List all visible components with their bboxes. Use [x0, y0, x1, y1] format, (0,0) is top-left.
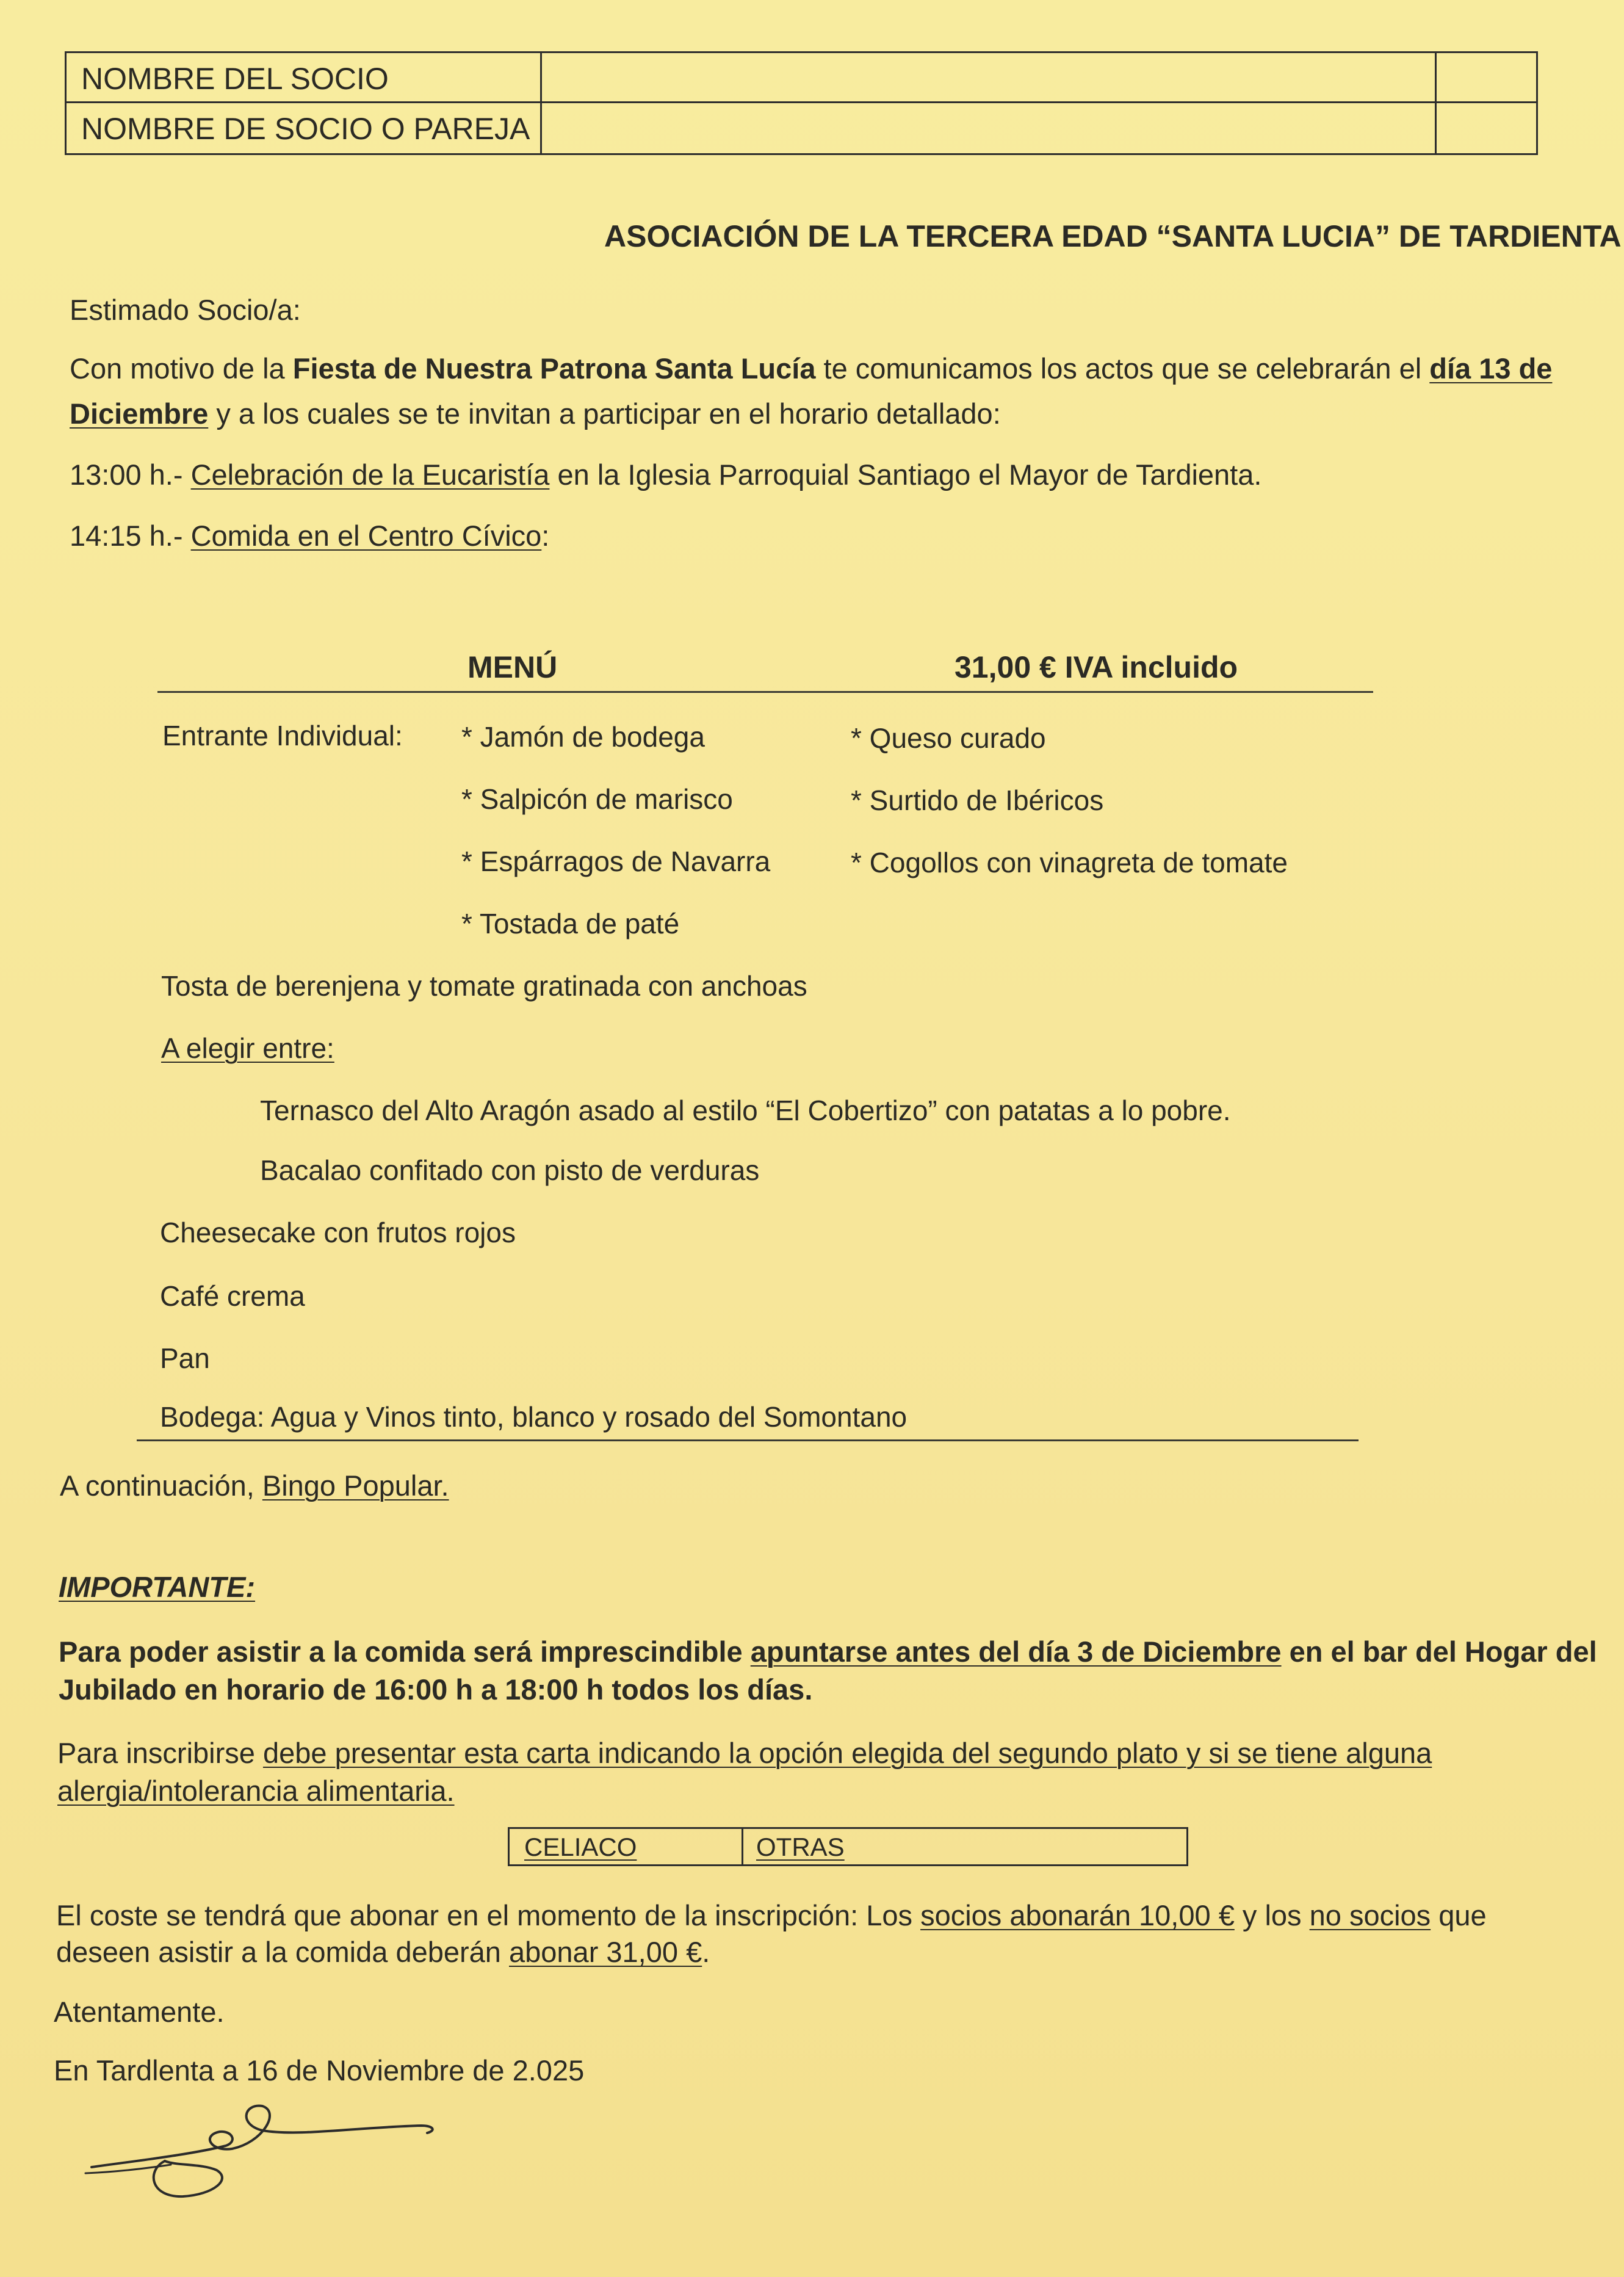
menu-title: MENÚ	[467, 650, 558, 684]
starter-item: * Queso curado	[851, 722, 1046, 754]
starter-item: * Cogollos con vinagreta de tomate	[851, 847, 1288, 878]
non-member-label: no socios	[1309, 1899, 1431, 1931]
menu-coffee: Café crema	[160, 1280, 305, 1312]
menu-tosta: Tosta de berenjena y tomate gratinada con anchoas	[161, 970, 807, 1002]
menu-bottom-rule	[137, 1439, 1359, 1441]
main-course-option: Bacalao confitado con pisto de verduras	[260, 1154, 760, 1186]
starter-item: * Surtido de Ibéricos	[851, 784, 1104, 816]
schedule-place: :	[541, 519, 550, 552]
member-name-row	[67, 53, 1536, 103]
important-text: en el bar del Hogar del	[1281, 1635, 1597, 1668]
event-month: Diciembre	[70, 397, 209, 430]
association-heading: ASOCIACIÓN DE LA TERCERA EDAD “SANTA LUCIA” DE TARDIENTA	[604, 219, 1622, 253]
starter-item: * Jamón de bodega	[461, 721, 705, 753]
closing: Atentamente.	[54, 1996, 225, 2028]
schedule-time: 14:15 h.-	[70, 519, 191, 552]
cost-text: y los	[1234, 1899, 1310, 1931]
intro-line-1	[70, 350, 1552, 387]
partner-name-label: NOMBRE DE SOCIO O PAREJA	[81, 112, 530, 146]
schedule-lunch	[70, 518, 549, 554]
signup-line-1	[57, 1735, 1432, 1772]
schedule-event: Celebración de la Eucaristía	[190, 458, 550, 491]
signature	[79, 2088, 458, 2222]
table-column-divider	[1435, 53, 1437, 153]
starter-label: Entrante Individual:	[162, 720, 403, 751]
starter-item: * Salpicón de marisco	[461, 783, 733, 815]
cost-text: deseen asistir a la comida deberán	[56, 1936, 509, 1968]
non-member-price: abonar 31,00 €	[509, 1936, 702, 1968]
menu-price: 31,00 € IVA incluido	[955, 650, 1238, 684]
menu-choose-label: A elegir entre:	[161, 1032, 334, 1064]
cost-text: .	[702, 1936, 710, 1968]
menu-wine: Bodega: Agua y Vinos tinto, blanco y rosado del Somontano	[160, 1401, 908, 1433]
member-price: socios abonarán 10,00 €	[920, 1899, 1235, 1931]
member-name-label: NOMBRE DEL SOCIO	[81, 62, 389, 96]
starter-item: * Tostada de paté	[461, 908, 680, 939]
schedule-place: en la Iglesia Parroquial Santiago el Mayor de Tardienta.	[549, 458, 1262, 491]
deadline: apuntarse antes del día 3 de Diciembre	[750, 1635, 1282, 1668]
cost-text: El coste se tendrá que abonar en el momento de la inscripción: Los	[56, 1899, 921, 1931]
menu-top-rule	[157, 691, 1373, 693]
cost-line-2	[56, 1934, 710, 1971]
schedule-event: Comida en el Centro Cívico	[190, 519, 542, 552]
intro-line-2	[70, 396, 1001, 432]
cost-text: que	[1431, 1899, 1487, 1931]
festival-name: Fiesta de Nuestra Patrona Santa Lucía	[292, 352, 816, 385]
signup-line-2: alergia/intolerancia alimentaria.	[57, 1775, 455, 1807]
event-date: día 13 de	[1429, 352, 1553, 385]
schedule-mass	[70, 457, 1261, 493]
main-course-option: Ternasco del Alto Aragón asado al estilo “El Cobertizo” con patatas a lo pobre.	[260, 1095, 1231, 1126]
otras-option: OTRAS	[756, 1833, 845, 1861]
important-text: Para poder asistir a la comida será imprescindible	[59, 1635, 751, 1668]
signup-text: Para inscribirse	[57, 1737, 263, 1769]
intro-text: te comunicamos los actos que se celebrarán el	[815, 352, 1430, 385]
signup-requirement: debe presentar esta carta indicando la opción elegida del segundo plato y si se tiene alguna	[262, 1737, 1432, 1769]
menu-bread: Pan	[160, 1342, 210, 1374]
intro-text: Con motivo de la	[70, 352, 293, 385]
greeting: Estimado Socio/a:	[70, 294, 301, 326]
options-divider	[742, 1829, 743, 1864]
schedule-time: 13:00 h.-	[70, 458, 191, 491]
cost-line-1	[56, 1897, 1487, 1934]
menu-dessert: Cheesecake con frutos rojos	[160, 1217, 516, 1248]
after-lunch	[60, 1468, 449, 1504]
intro-text: y a los cuales se te invitan a participar en el horario detallado:	[208, 397, 1001, 430]
after-text: A continuación,	[60, 1469, 262, 1502]
dietary-options-box	[508, 1827, 1188, 1866]
table-column-divider	[540, 53, 542, 153]
member-name-table	[65, 51, 1538, 155]
celiaco-option: CELIACO	[524, 1833, 637, 1861]
partner-name-row	[67, 103, 1536, 153]
place-date: En Tardlenta a 16 de Noviembre de 2.025	[54, 2054, 585, 2087]
important-title: IMPORTANTE:	[59, 1571, 256, 1603]
bingo-label: Bingo Popular.	[262, 1469, 449, 1502]
starter-item: * Espárragos de Navarra	[461, 845, 771, 877]
important-line-1	[59, 1634, 1597, 1670]
important-line-2: Jubilado en horario de 16:00 h a 18:00 h todos los días.	[59, 1673, 813, 1706]
